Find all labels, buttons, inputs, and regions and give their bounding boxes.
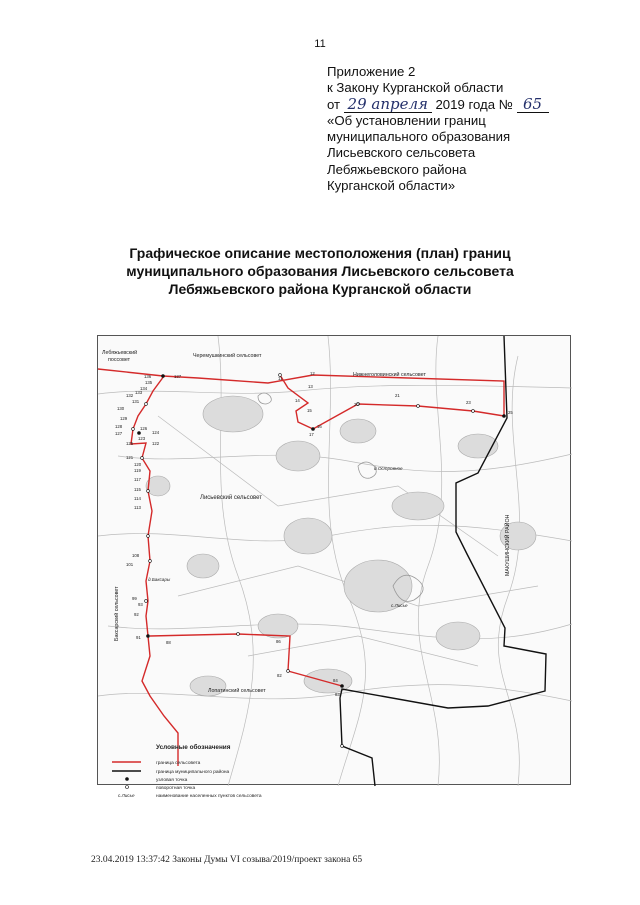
legend-node-icon [125, 777, 129, 781]
label-cheremushkinsky: Черемушкинский сельсовет [193, 353, 262, 359]
turn-points [132, 374, 475, 748]
point-label-91: 91 [136, 635, 141, 640]
appendix-block [327, 64, 587, 194]
node-point-137 [161, 374, 165, 378]
date-prefix: от [327, 96, 341, 112]
page-number: 11 [314, 38, 326, 50]
point-label-129: 129 [120, 416, 128, 421]
label-nizhnegolovinsky: Нижнеголовинский сельсовет [353, 372, 426, 378]
appendix-line8: Курганской области» [327, 178, 456, 194]
settlement-lisye: с.Лисье [391, 603, 408, 608]
node-point-127 [137, 431, 141, 435]
point-label-123: 123 [138, 436, 146, 441]
node-point-84 [340, 684, 344, 688]
label-makushinsky: МАКУШИНСКИЙ РАЙОН [505, 514, 511, 576]
legend-node: узловая точка [156, 778, 188, 783]
appendix-line2: к Закону Курганской области [327, 80, 504, 96]
point-label-136: 136 [144, 374, 152, 379]
appendix-date-line [327, 94, 587, 113]
legend-settlement-sample: с.Лисье [118, 793, 135, 798]
point-label-137: 137 [174, 374, 182, 379]
point-label-101: 101 [126, 562, 134, 567]
point-label-84: 84 [333, 678, 338, 683]
point-label-133: 133 [135, 390, 143, 395]
boundary-map [97, 335, 571, 799]
point-label-132: 132 [126, 393, 134, 398]
point-label-128: 128 [115, 424, 123, 429]
map-legend [112, 743, 262, 799]
label-lopatinsky: Лопатинский сельсовет [208, 688, 266, 694]
point-label-82: 82 [277, 673, 282, 678]
point-label-127: 127 [115, 431, 123, 436]
point-label-99: 99 [132, 596, 137, 601]
node-point-91 [146, 634, 150, 638]
point-label-113: 113 [134, 505, 141, 510]
point-label-17: 17 [309, 432, 314, 437]
title-line1: Графическое описание местоположения (план) границ [129, 245, 511, 261]
point-label-135: 135 [145, 380, 153, 385]
point-label-14: 14 [295, 398, 300, 403]
point-label-25: 25 [508, 410, 513, 415]
node-point-25 [502, 414, 506, 418]
selsovet-border-south [150, 634, 342, 686]
terrain-background [98, 336, 572, 786]
point-label-92: 92 [134, 612, 139, 617]
title-line2: муниципального образования Лисьевского сельсовета [126, 263, 514, 279]
appendix-line7: Лебяжьевского района [327, 161, 467, 177]
label-lisyevsky: Лисьевский сельсовет [200, 495, 263, 501]
legend-settlement: наименование населенных пунктов сельсовета [156, 794, 262, 799]
legend-selsovet: граница сельсовета [156, 761, 201, 766]
handwritten-number: 65 [522, 94, 543, 113]
appendix-line6: Лисьевского сельсовета [327, 145, 476, 161]
point-label-117: 117 [134, 477, 141, 482]
point-label-23: 23 [466, 400, 471, 405]
title-line3: Лебяжьевского района Курганской области [168, 281, 472, 297]
point-label-15: 15 [307, 408, 312, 413]
point-label-11: 11 [278, 376, 283, 381]
point-label-20: 20 [354, 402, 359, 407]
point-label-134: 134 [140, 386, 148, 391]
legend-title: Условные обозначения [156, 744, 231, 751]
point-label-130: 130 [117, 406, 125, 411]
document-title [0, 244, 640, 298]
point-label-124: 124 [152, 430, 160, 435]
point-label-115: 115 [134, 487, 141, 492]
point-label-131: 131 [132, 399, 140, 404]
handwritten-date: 29 апреля [347, 94, 428, 113]
legend-district: граница муниципального района [156, 770, 230, 775]
forest-areas [146, 396, 536, 696]
appendix-line4: «Об установлении границ [327, 112, 486, 128]
point-label-108: 108 [132, 553, 140, 558]
point-label-16: 16 [317, 424, 322, 429]
label-lebyazhye-2: поссовет [108, 357, 131, 363]
point-label-114: 114 [134, 496, 141, 501]
point-label-120: 120 [134, 462, 142, 467]
point-label-93: 93 [138, 602, 143, 607]
appendix-line1: Приложение 2 [327, 64, 416, 79]
legend-turn-icon [126, 786, 129, 789]
point-label-12: 12 [310, 371, 315, 376]
point-label-88: 88 [166, 640, 171, 645]
footer-stamp: 23.04.2019 13:37:42 Законы Думы VI созыва/2019/проект закона 65 [91, 855, 363, 865]
point-label-13: 13 [308, 384, 313, 389]
point-label-126: 126 [140, 426, 148, 431]
settlement-baksary: д.Баксары [148, 577, 171, 582]
legend-turn: поворотная точка [156, 786, 196, 791]
settlement-ostrovnoe: д.Островное [374, 466, 403, 471]
label-lebyazhye-1: Лебяжьевский [102, 350, 138, 356]
point-label-83: 83 [335, 692, 340, 697]
point-label-122: 122 [152, 441, 160, 446]
point-label-119: 119 [134, 468, 141, 473]
point-label-121: 121 [126, 455, 134, 460]
year-text: 2019 года № [435, 96, 513, 112]
appendix-line5: муниципального образования [327, 129, 511, 145]
label-baksarsky: Баксарский сельсовет [114, 586, 120, 641]
point-label-86: 86 [276, 639, 281, 644]
point-label-21: 21 [395, 393, 400, 398]
point-label-125: 125 [126, 441, 134, 446]
node-point-17 [311, 427, 315, 431]
